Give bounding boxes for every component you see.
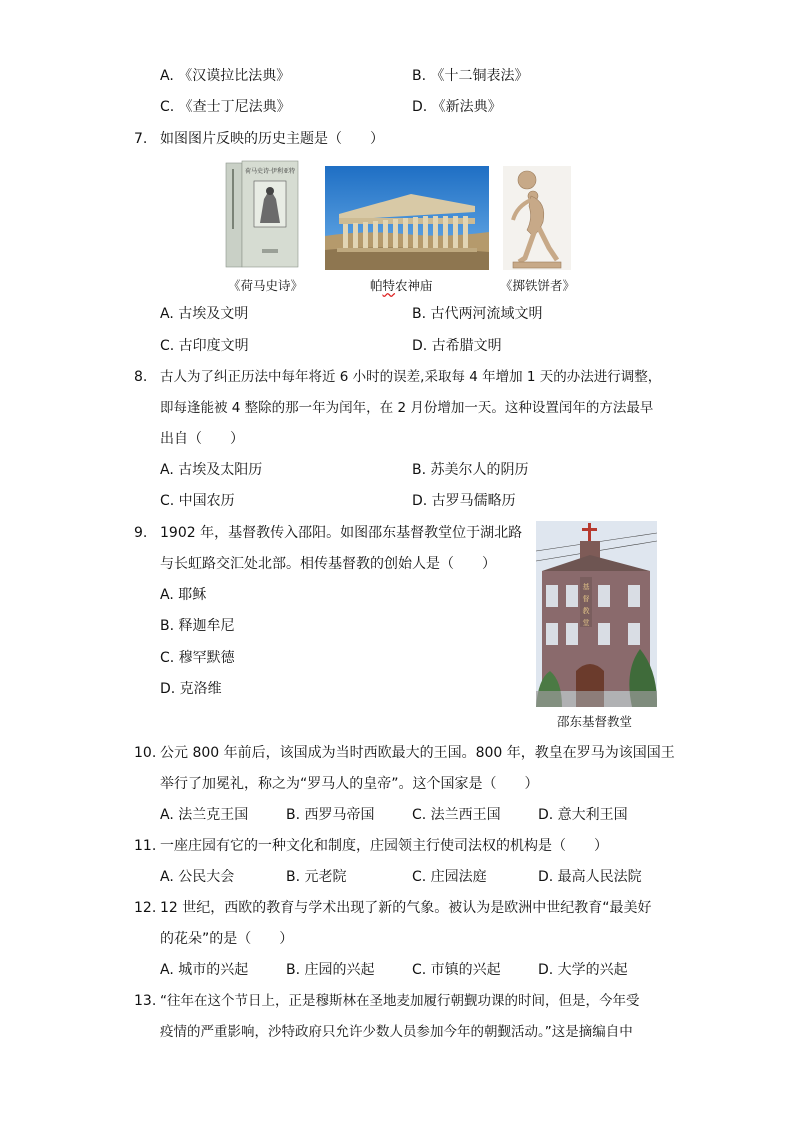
caption-discobolus: 《掷铁饼者》 bbox=[500, 278, 576, 293]
q11-option-d: D. 最高人民法院 bbox=[538, 869, 642, 885]
q9-stem-line-1: 1902 年，基督教传入邵阳。如图邵东基督教堂位于湖北路 bbox=[160, 525, 523, 541]
q7-stem: 如图图片反映的历史主题是（ ） bbox=[160, 131, 384, 147]
q7-option-b: B. 古代两河流域文明 bbox=[412, 306, 543, 322]
homer-epic-book-image bbox=[224, 159, 302, 269]
q8-option-d: D. 古罗马儒略历 bbox=[412, 493, 516, 509]
q9-option-d: D. 克洛维 bbox=[160, 681, 222, 697]
q13-stem-line-2: 疫情的严重影响，沙特政府只允许少数人员参加今年的朝觐活动。”这是摘编自中 bbox=[160, 1024, 633, 1040]
caption-parthenon: 帕特农神庙 bbox=[370, 278, 433, 293]
q11-stem: 一座庄园有它的一种文化和制度，庄园领主行使司法权的机构是（ ） bbox=[160, 838, 608, 854]
q9-stem-line-2: 与长虹路交汇处北部。相传基督教的创始人是（ ） bbox=[160, 556, 496, 572]
church-image bbox=[536, 521, 657, 707]
q6-option-b: B. 《十二铜表法》 bbox=[412, 68, 529, 84]
svg-text:堂: 堂 bbox=[582, 619, 590, 627]
svg-text:督: 督 bbox=[582, 595, 590, 603]
q8-stem-line-3: 出自（ ） bbox=[160, 431, 244, 447]
q9-option-a: A. 耶稣 bbox=[160, 587, 207, 603]
q12-option-d: D. 大学的兴起 bbox=[538, 962, 628, 978]
caption-spellcheck-underline: 特 bbox=[382, 278, 396, 293]
q12-number: 12. bbox=[134, 900, 157, 916]
q9-option-c: C. 穆罕默德 bbox=[160, 650, 235, 666]
q7-number: 7. bbox=[134, 131, 148, 147]
q10-option-b: B. 西罗马帝国 bbox=[286, 807, 375, 823]
parthenon-image bbox=[325, 166, 489, 270]
q13-number: 13. bbox=[134, 993, 157, 1009]
discobolus-image bbox=[503, 166, 571, 270]
svg-text:基: 基 bbox=[582, 583, 590, 591]
caption-church: 邵东基督教堂 bbox=[557, 714, 633, 729]
q8-number: 8. bbox=[134, 369, 148, 385]
q6-option-c: C. 《查士丁尼法典》 bbox=[160, 99, 291, 115]
q6-option-a: A. 《汉谟拉比法典》 bbox=[160, 68, 291, 84]
q8-stem-line-1: 古人为了纠正历法中每年将近 6 小时的误差,采取每 4 年增加 1 天的办法进行调整， bbox=[160, 369, 662, 385]
q10-option-c: C. 法兰西王国 bbox=[412, 807, 501, 823]
book-cover-title: 荷马史诗·伊利亚特 bbox=[245, 168, 295, 175]
q12-stem-line-1: 12 世纪，西欧的教育与学术出现了新的气象。被认为是欧洲中世纪教育“最美好 bbox=[160, 900, 652, 916]
q7-option-c: C. 古印度文明 bbox=[160, 338, 249, 354]
q13-stem-line-1: “往年在这个节日上，正是穆斯林在圣地麦加履行朝觐功课的时间，但是，今年受 bbox=[160, 993, 640, 1009]
q11-option-a: A. 公民大会 bbox=[160, 869, 235, 885]
q9-option-b: B. 释迦牟尼 bbox=[160, 618, 235, 634]
q8-option-b: B. 苏美尔人的阴历 bbox=[412, 462, 529, 478]
q12-stem-line-2: 的花朵”的是（ ） bbox=[160, 931, 294, 947]
q7-option-a: A. 古埃及文明 bbox=[160, 306, 249, 322]
q10-option-a: A. 法兰克王国 bbox=[160, 807, 249, 823]
q8-option-a: A. 古埃及太阳历 bbox=[160, 462, 263, 478]
q10-number: 10. bbox=[134, 745, 157, 761]
q6-option-d: D. 《新法典》 bbox=[412, 99, 502, 115]
q11-number: 11. bbox=[134, 838, 157, 854]
q10-stem-line-2: 举行了加冕礼，称之为“罗马人的皇帝”。这个国家是（ ） bbox=[160, 776, 539, 792]
q7-option-d: D. 古希腊文明 bbox=[412, 338, 502, 354]
q12-option-b: B. 庄园的兴起 bbox=[286, 962, 375, 978]
q11-option-c: C. 庄园法庭 bbox=[412, 869, 487, 885]
q8-option-c: C. 中国农历 bbox=[160, 493, 235, 509]
q9-number: 9. bbox=[134, 525, 148, 541]
q10-option-d: D. 意大利王国 bbox=[538, 807, 628, 823]
q8-stem-line-2: 即每逢能被 4 整除的那一年为闰年，在 2 月份增加一天。这种设置闰年的方法最早 bbox=[160, 400, 654, 416]
svg-text:教: 教 bbox=[582, 607, 590, 615]
q12-option-a: A. 城市的兴起 bbox=[160, 962, 249, 978]
q11-option-b: B. 元老院 bbox=[286, 869, 347, 885]
q10-stem-line-1: 公元 800 年前后，该国成为当时西欧最大的王国。800 年，教皇在罗马为该国国王 bbox=[160, 745, 675, 761]
q12-option-c: C. 市镇的兴起 bbox=[412, 962, 501, 978]
caption-homer-epic: 《荷马史诗》 bbox=[228, 278, 304, 293]
